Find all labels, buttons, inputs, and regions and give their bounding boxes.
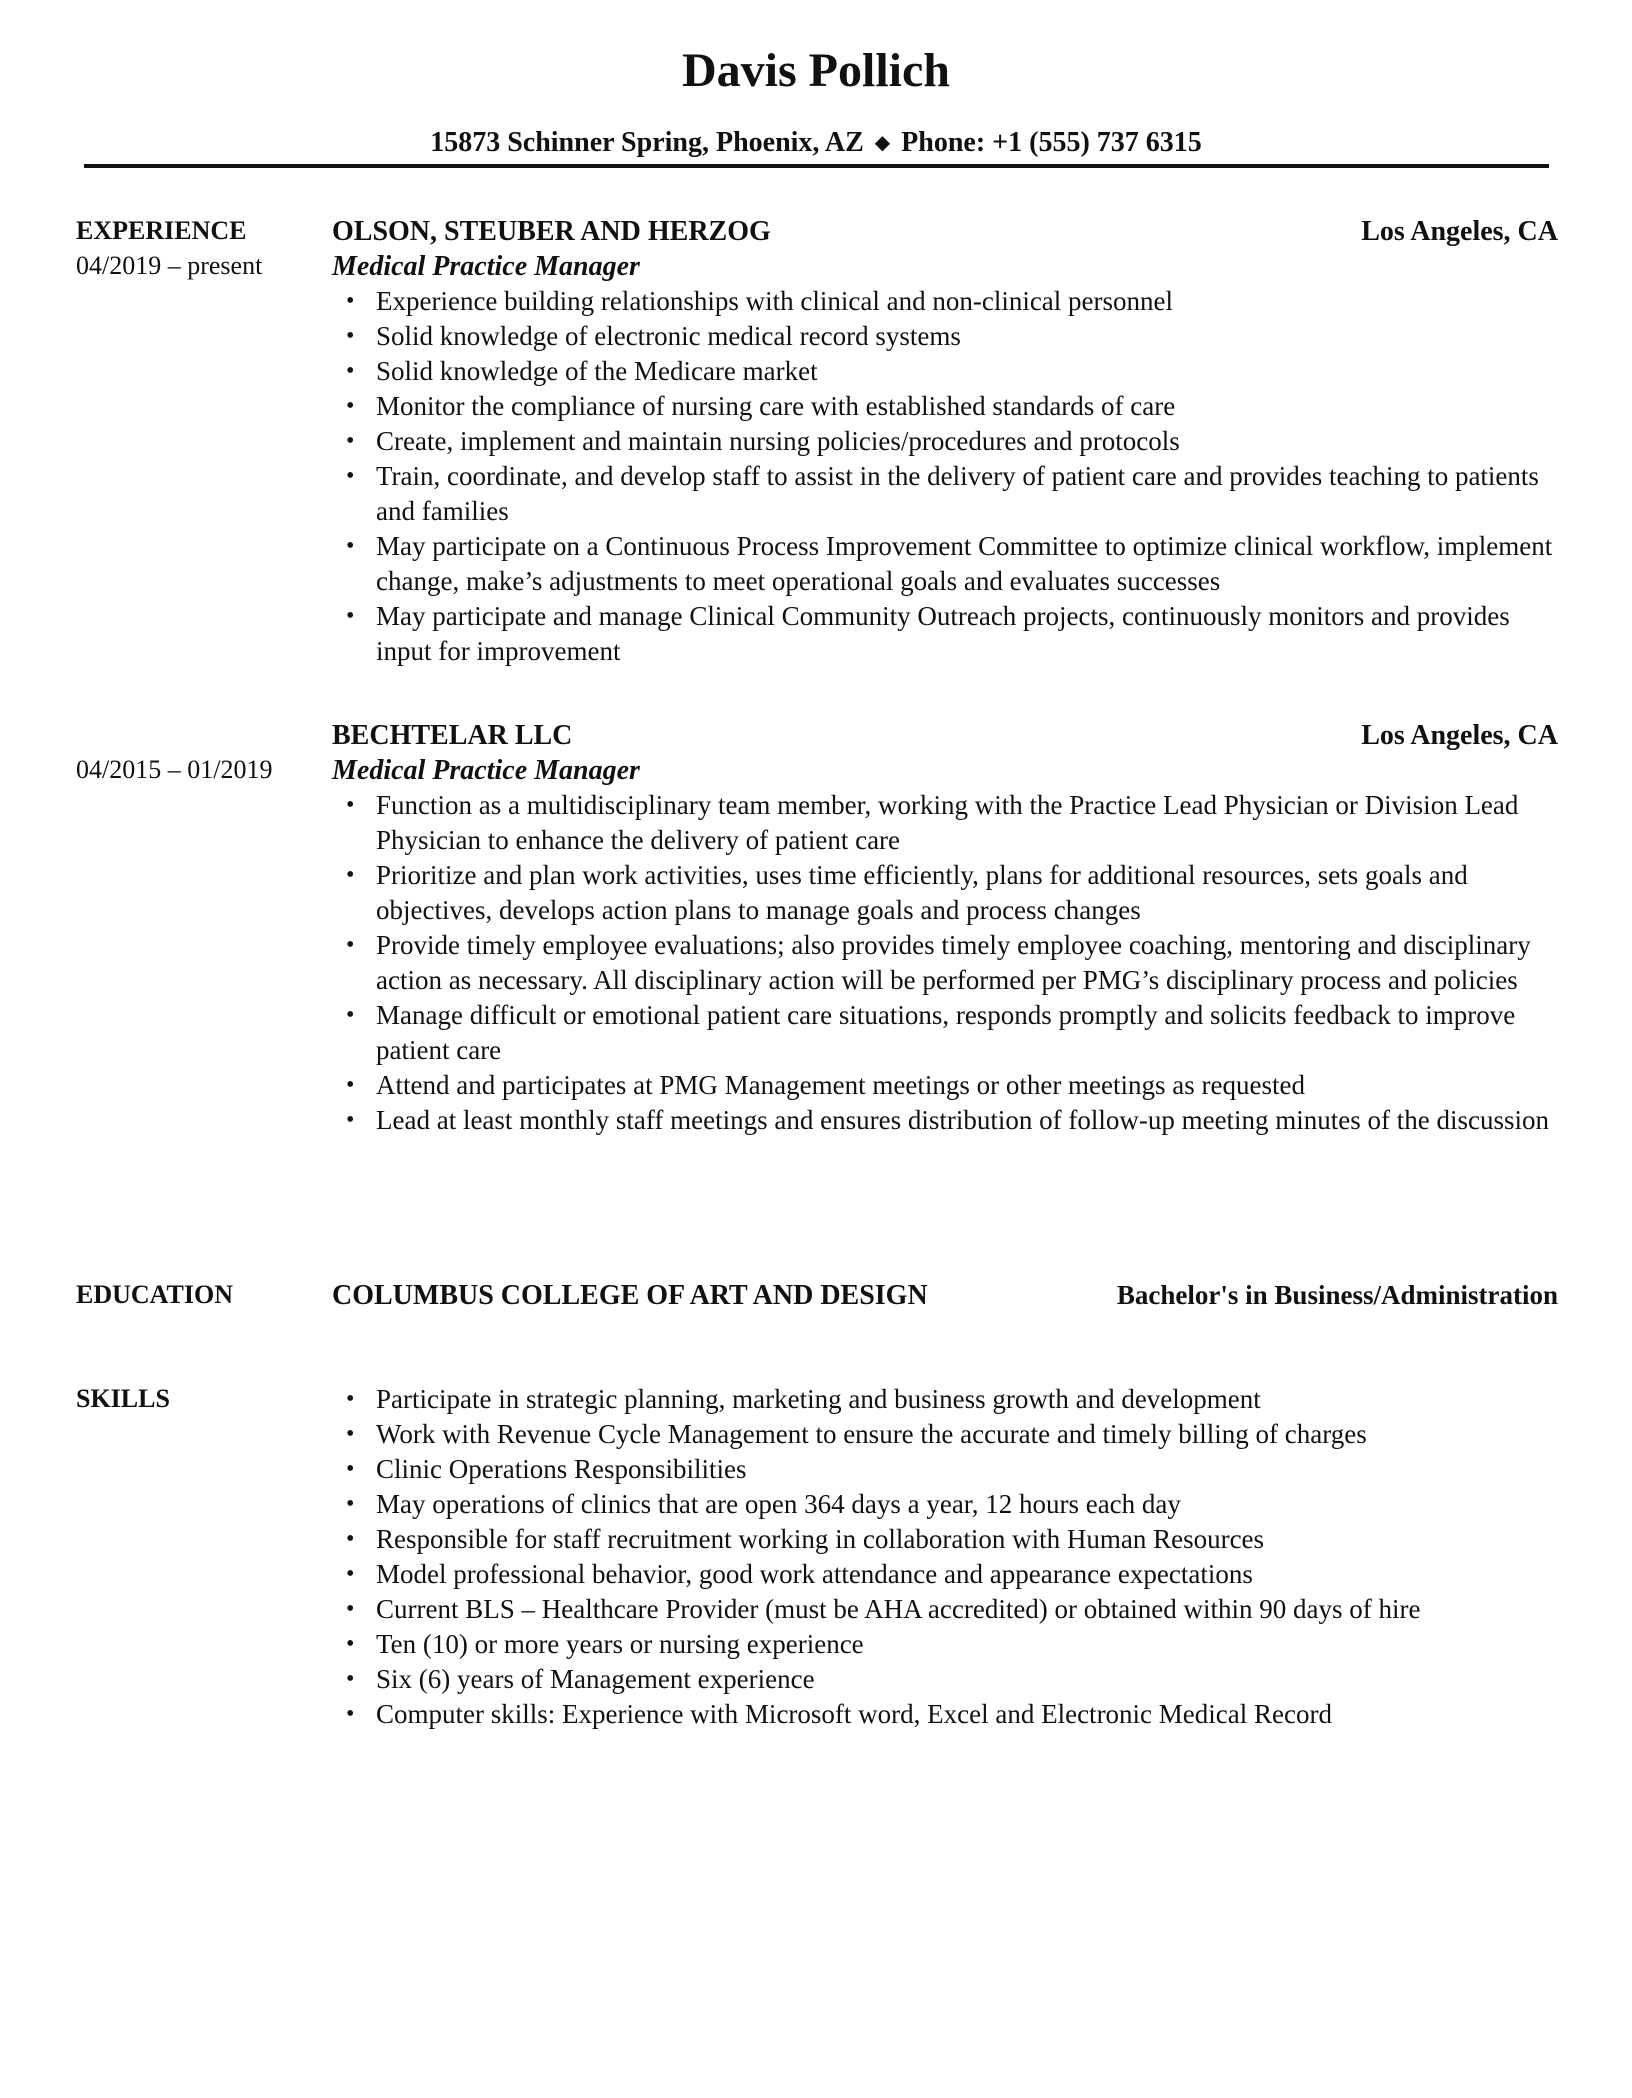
candidate-name: Davis Pollich — [681, 44, 950, 97]
job-2-location: Los Angeles, CA — [1361, 720, 1558, 751]
list-item: • Monitor the compliance of nursing care with established standards of care — [332, 389, 1558, 424]
job-1-header — [332, 214, 1558, 249]
list-item: • Manage difficult or emotional patient care situations, responds promptly and solicits feedback to improve patient care — [332, 998, 1558, 1068]
list-item: • Current BLS – Healthcare Provider (must be AHA accredited) or obtained within 90 days of hire — [332, 1592, 1558, 1627]
skills-bullets — [332, 1382, 1558, 1732]
address: 15873 Schinner Spring, Phoenix, AZ — [430, 127, 864, 158]
list-item: • Ten (10) or more years or nursing experience — [332, 1627, 1558, 1662]
job-2-header — [332, 718, 1558, 753]
job-1 — [332, 214, 1558, 669]
list-item: • May participate and manage Clinical Community Outreach projects, continuously monitors and provides input for improvement — [332, 599, 1558, 669]
job-1-title: Medical Practice Manager — [332, 251, 640, 282]
list-item: • Provide timely employee evaluations; also provides timely employee coaching, mentoring and disciplinary action as necessary. All disciplinary action will be performed per PMG’s disciplinary process and policies — [332, 928, 1558, 998]
job-2-dates: 04/2015 – 01/2019 — [76, 755, 273, 784]
list-item: • Work with Revenue Cycle Management to ensure the accurate and timely billing of charges — [332, 1417, 1558, 1452]
list-item: • Participate in strategic planning, marketing and business growth and development — [332, 1382, 1558, 1417]
job-1-bullets — [332, 284, 1558, 669]
list-item: • Solid knowledge of the Medicare market — [332, 354, 1558, 389]
education-degree: Bachelor's in Business/Administration — [1116, 1280, 1558, 1310]
list-item: • Six (6) years of Management experience — [332, 1662, 1558, 1697]
list-item: • May operations of clinics that are open 364 days a year, 12 hours each day — [332, 1487, 1558, 1522]
list-item: • Train, coordinate, and develop staff to assist in the delivery of patient care and provides teaching to patients and families — [332, 459, 1558, 529]
list-item: • Function as a multidisciplinary team member, working with the Practice Lead Physician or Division Lead Physician to enhance the delivery of patient care — [332, 788, 1558, 858]
list-item: • Attend and participates at PMG Management meetings or other meetings as requested — [332, 1068, 1558, 1103]
list-item: • Computer skills: Experience with Microsoft word, Excel and Electronic Medical Record — [332, 1697, 1558, 1732]
header-divider — [84, 164, 1549, 168]
list-item: • Prioritize and plan work activities, uses time efficiently, plans for additional resources, sets goals and objectives, develops action plans to manage goals and process changes — [332, 858, 1558, 928]
phone: Phone: +1 (555) 737 6315 — [901, 127, 1202, 158]
list-item: • May participate on a Continuous Process Improvement Committee to optimize clinical workflow, implement change, make’s adjustments to meet operational goals and evaluates successes — [332, 529, 1558, 599]
job-1-dates: 04/2019 – present — [76, 251, 263, 280]
list-item: • Experience building relationships with clinical and non-clinical personnel — [332, 284, 1558, 319]
education-entry — [332, 1278, 1558, 1313]
job-1-location: Los Angeles, CA — [1361, 216, 1558, 247]
contact-line — [0, 126, 1632, 162]
list-item: • Model professional behavior, good work attendance and appearance expectations — [332, 1557, 1558, 1592]
list-item: • Responsible for staff recruitment working in collaboration with Human Resources — [332, 1522, 1558, 1557]
list-item: • Create, implement and maintain nursing policies/procedures and protocols — [332, 424, 1558, 459]
job-2 — [332, 718, 1558, 1138]
job-2-bullets — [332, 788, 1558, 1138]
job-2-title: Medical Practice Manager — [332, 755, 640, 786]
list-item: • Lead at least monthly staff meetings and ensures distribution of follow-up meeting minutes of the discussion — [332, 1103, 1558, 1138]
list-item: • Solid knowledge of electronic medical record systems — [332, 319, 1558, 354]
job-2-company: BECHTELAR LLC — [332, 720, 573, 751]
skills-section — [332, 1382, 1558, 1732]
section-label-skills: SKILLS — [76, 1384, 170, 1413]
section-label-experience: EXPERIENCE — [76, 216, 247, 245]
job-1-company: OLSON, STEUBER AND HERZOG — [332, 216, 771, 247]
section-label-education: EDUCATION — [76, 1280, 233, 1309]
list-item: • Clinic Operations Responsibilities — [332, 1452, 1558, 1487]
diamond-separator-icon: ◆ — [874, 132, 891, 154]
education-school: COLUMBUS COLLEGE OF ART AND DESIGN — [332, 1280, 928, 1311]
